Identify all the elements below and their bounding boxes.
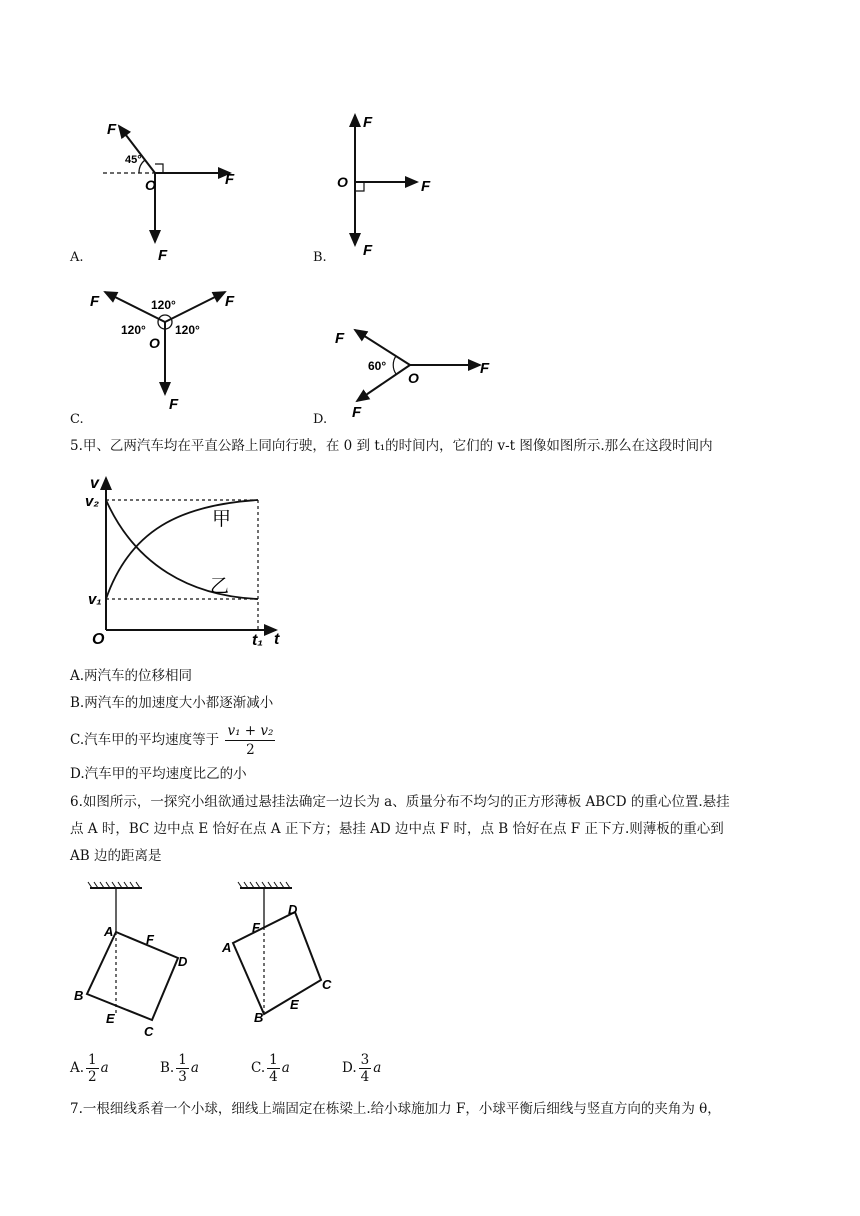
angle-label: 60° [368, 359, 387, 373]
variable: a [281, 1060, 290, 1076]
vertex-label: A [104, 924, 114, 939]
vertex-label: E [106, 1011, 115, 1026]
q5-stem: 5.甲、乙两汽车均在平直公路上同向行驶，在 0 到 t₁的时间内，它们的 v-t 图像如图所示.那么在这段时间内 [70, 438, 713, 454]
q5-option-c [70, 722, 277, 759]
force-label: F [169, 396, 179, 413]
q6-stem-line3: AB 边的距离是 [70, 848, 162, 864]
option-prefix: D. [342, 1060, 357, 1076]
figure-d-force-diagram [330, 315, 500, 425]
q6-option-a [70, 1052, 109, 1085]
fraction-numerator: v₁ + v₂ [227, 723, 274, 739]
fraction [359, 1052, 372, 1085]
variable: a [100, 1060, 109, 1076]
fraction-numerator: 3 [360, 1052, 370, 1068]
q5-vt-graph [80, 470, 290, 650]
vertex-label: A [222, 940, 232, 955]
q6-stem-line1: 6.如图所示，一探究小组欲通过悬挂法确定一边长为 a、质量分布不均匀的正方形薄板 ABCD 的重心位置.悬挂 [70, 794, 730, 810]
force-label: F [225, 293, 235, 310]
vertex-label: C [144, 1024, 154, 1039]
fraction [225, 722, 275, 759]
vertex-label: B [74, 988, 84, 1003]
option-c-label: C. [70, 412, 84, 427]
fraction-denominator: 4 [269, 1069, 278, 1085]
force-label: F [158, 247, 168, 264]
fraction-denominator: 2 [88, 1069, 97, 1085]
curve-yi-label: 乙 [210, 576, 230, 597]
option-prefix: B. [160, 1060, 175, 1076]
force-label: F [363, 114, 373, 131]
option-a-label: A. [70, 250, 84, 265]
angle-label: 120° [151, 298, 176, 312]
t-axis-label: t [274, 631, 280, 648]
q6-figure-hang-f [220, 880, 350, 1030]
option-b-label: B. [313, 250, 327, 265]
fraction-numerator: 1 [88, 1052, 97, 1068]
force-label: F [90, 293, 100, 310]
q5-option-d: D.汽车甲的平均速度比乙的小 [70, 766, 247, 782]
force-label: F [363, 242, 373, 259]
fraction [267, 1052, 280, 1085]
q7-stem: 7.一根细线系着一个小球，细线上端固定在栋梁上.给小球施加力 F，小球平衡后细线与竖直方向的夹角为 θ， [70, 1101, 721, 1117]
q5-option-c-text: C.汽车甲的平均速度等于 [70, 732, 220, 748]
angle-label: 120° [121, 323, 146, 337]
v2-label: v₂ [85, 493, 100, 510]
fraction-denominator: 3 [178, 1069, 187, 1085]
vertex-label: F [252, 920, 260, 935]
fraction-numerator: 1 [178, 1052, 187, 1068]
figure-c-force-diagram [85, 282, 255, 417]
option-prefix: A. [70, 1060, 85, 1076]
q6-option-b [160, 1052, 199, 1085]
v1-label: v₁ [88, 591, 102, 608]
force-label: F [107, 121, 117, 138]
v-axis-label: v [90, 475, 99, 492]
figure-a-force-diagram [95, 110, 255, 265]
fraction [86, 1052, 99, 1085]
origin-label: O [149, 335, 160, 351]
origin-label: O [92, 631, 105, 648]
force-label: F [421, 178, 431, 195]
angle-label: 120° [175, 323, 200, 337]
fraction-denominator: 2 [246, 742, 255, 758]
q6-stem-line2: 点 A 时，BC 边中点 E 恰好在点 A 正下方；悬挂 AD 边中点 F 时，点 B 恰好在点 F 正下方.则薄板的重心到 [70, 821, 724, 837]
force-label: F [225, 171, 235, 188]
angle-label: 45° [125, 154, 142, 166]
option-prefix: C. [251, 1060, 266, 1076]
q6-figure-hang-a [70, 880, 210, 1045]
force-label: F [352, 404, 362, 421]
vertex-label: D [288, 902, 298, 917]
origin-label: O [145, 177, 156, 193]
figure-b-force-diagram [325, 105, 455, 265]
force-label: F [335, 330, 345, 347]
q6-option-d [342, 1052, 381, 1085]
option-d-label: D. [313, 412, 328, 427]
vertex-label: E [290, 997, 299, 1012]
origin-label: O [408, 370, 419, 386]
vertex-label: D [178, 954, 188, 969]
curve-jia [106, 500, 258, 599]
vertex-label: C [322, 977, 332, 992]
q5-option-b: B.两汽车的加速度大小都逐渐减小 [70, 695, 274, 711]
q6-option-c [251, 1052, 290, 1085]
t1-label: t₁ [252, 632, 263, 649]
fraction [176, 1052, 189, 1085]
variable: a [373, 1060, 382, 1076]
force-label: F [480, 360, 490, 377]
origin-label: O [337, 174, 348, 190]
fraction-numerator: 1 [269, 1052, 278, 1068]
variable: a [190, 1060, 199, 1076]
q5-option-a: A.两汽车的位移相同 [70, 668, 193, 684]
fraction-denominator: 4 [360, 1069, 370, 1085]
vertex-label: F [146, 932, 154, 947]
vertex-label: B [254, 1010, 264, 1025]
curve-jia-label: 甲 [212, 509, 232, 530]
